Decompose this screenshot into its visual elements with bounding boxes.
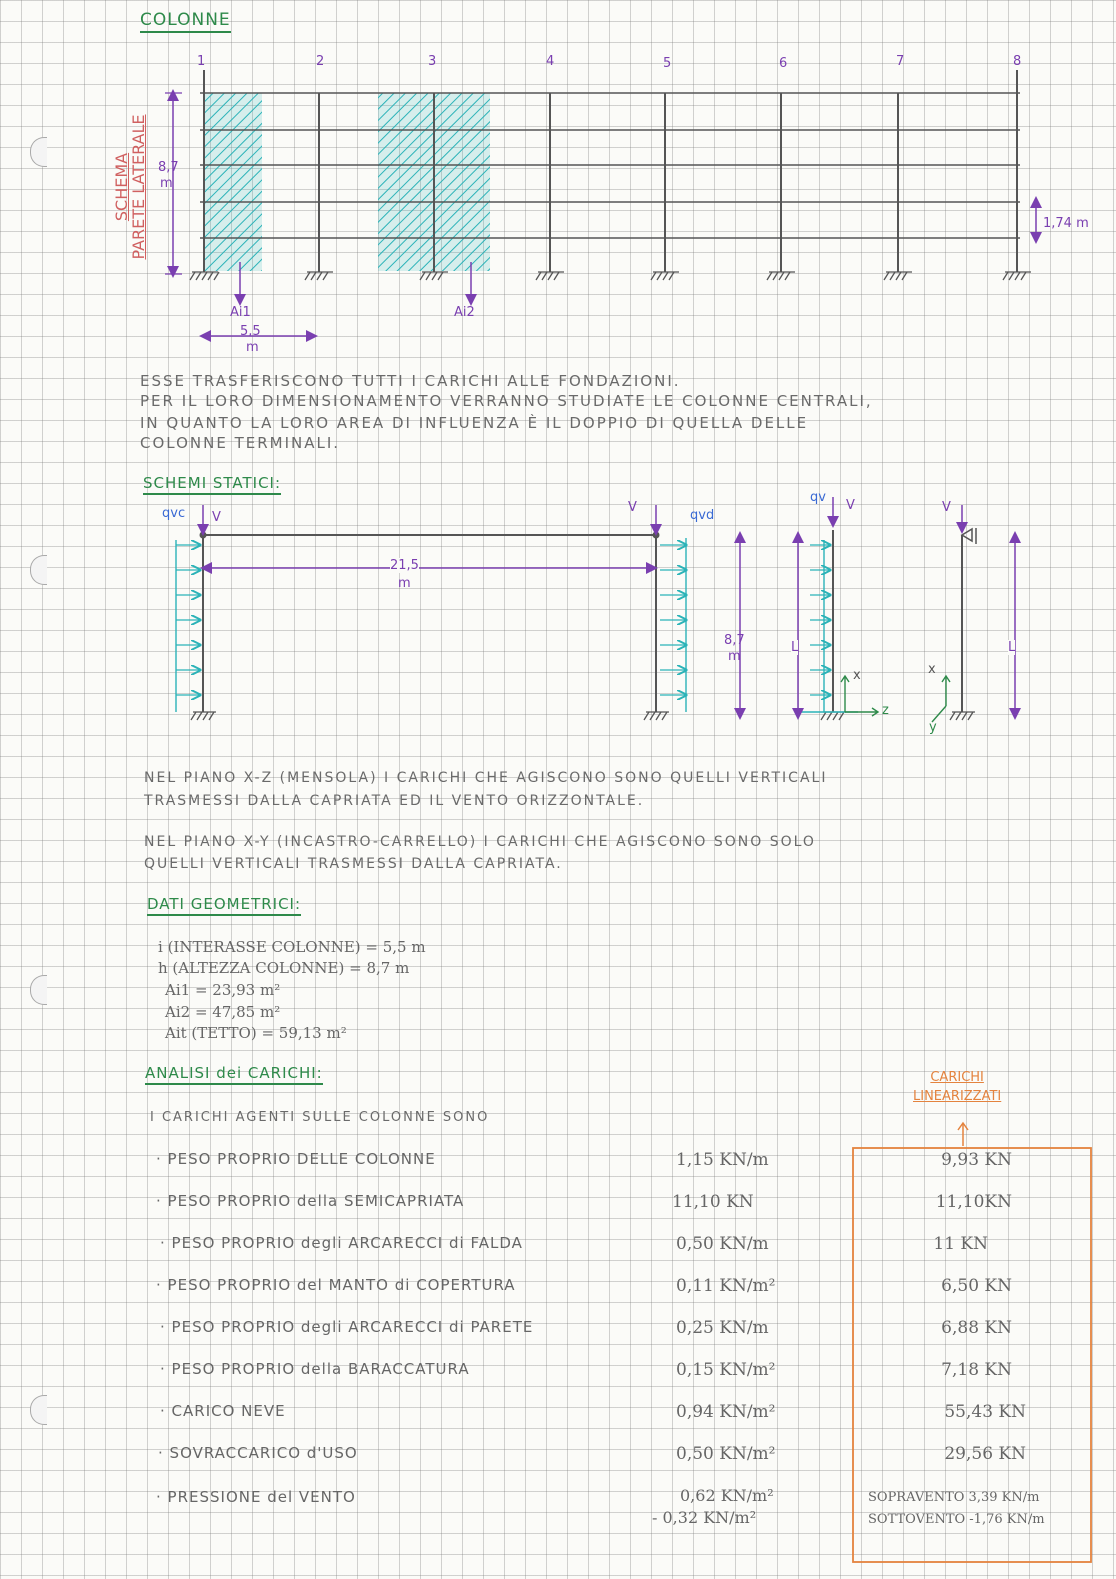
- column-number: 8: [1013, 54, 1022, 69]
- height-value: 8,7: [158, 160, 179, 175]
- load-name: · PESO PROPRIO degli ARCARECCI di FALDA: [160, 1234, 523, 1252]
- linearized-value: 6,50 KN: [941, 1276, 1012, 1296]
- vertical-load-label: V: [846, 498, 855, 513]
- loads-intro: I CARICHI AGENTI SULLE COLONNE SONO: [150, 1110, 490, 1125]
- linearized-value: 55,43 KN: [944, 1402, 1026, 1422]
- load-name: · PESO PROPRIO DELLE COLONNE: [156, 1150, 436, 1168]
- load-value: 0,94 KN/m²: [676, 1402, 776, 1422]
- column-number: 3: [428, 54, 437, 69]
- wind-load-label: qv: [810, 490, 826, 505]
- length-label: L: [791, 640, 799, 655]
- column-number: 1: [197, 54, 206, 69]
- linearized-value: 29,56 KN: [944, 1444, 1026, 1464]
- geometry-title: DATI GEOMETRICI:: [147, 895, 301, 916]
- ai2-label: Ai2: [454, 305, 475, 320]
- span-unit: m: [398, 576, 411, 591]
- schema-label: SCHEMA PARETE LATERALE: [112, 114, 148, 260]
- linearized-title: CARICHI LINEARIZZATI: [913, 1070, 1002, 1104]
- load-value: 0,50 KN/m: [676, 1234, 769, 1254]
- windward-value: SOPRAVENTO 3,39 KN/m: [868, 1490, 1040, 1505]
- wind-name: · PRESSIONE del VENTO: [156, 1488, 356, 1506]
- geometry-row: Ai1 = 23,93 m²: [165, 981, 281, 999]
- linearized-value: 9,93 KN: [941, 1150, 1012, 1170]
- column-number: 2: [316, 54, 325, 69]
- load-value: 0,50 KN/m²: [676, 1444, 776, 1464]
- intro-line: IN QUANTO LA LORO AREA DI INFLUENZA È IL DOPPIO DI QUELLA DELLE: [140, 414, 809, 432]
- linearized-value: 11 KN: [933, 1234, 988, 1254]
- length-label: L: [1008, 640, 1016, 655]
- wind-load-label: qvd: [690, 508, 715, 523]
- height-unit: m: [728, 649, 741, 664]
- column-number: 7: [896, 54, 905, 69]
- load-name: · PESO PROPRIO del MANTO di COPERTURA: [156, 1276, 516, 1294]
- axis-z-label: z: [882, 703, 889, 718]
- load-value: 0,15 KN/m²: [676, 1360, 776, 1380]
- plane-xy-line: QUELLI VERTICALI TRASMESSI DALLA CAPRIATA.: [144, 856, 563, 872]
- height-unit: m: [160, 176, 173, 191]
- intro-line: PER IL LORO DIMENSIONAMENTO VERRANNO STUDIATE LE COLONNE CENTRALI,: [140, 392, 873, 410]
- load-name: · PESO PROPRIO degli ARCARECCI di PARETE: [160, 1318, 534, 1336]
- load-name: · SOVRACCARICO d'USO: [158, 1444, 358, 1462]
- geometry-row: Ait (TETTO) = 59,13 m²: [165, 1024, 347, 1042]
- plane-xz-line: TRASMESSI DALLA CAPRIATA ED IL VENTO ORIZZONTALE.: [144, 793, 645, 809]
- load-value: 0,25 KN/m: [676, 1318, 769, 1338]
- wind-load-label: qvc: [162, 506, 186, 521]
- linearized-value: 11,10KN: [935, 1192, 1012, 1212]
- analysis-title: ANALISI dei CARICHI:: [145, 1064, 323, 1085]
- linearized-value: 6,88 KN: [941, 1318, 1012, 1338]
- vertical-load-label: V: [212, 510, 221, 525]
- plane-xz-line: NEL PIANO X-Z (MENSOLA) I CARICHI CHE AGISCONO SONO QUELLI VERTICALI: [144, 770, 828, 786]
- page-title: COLONNE: [140, 10, 231, 33]
- side-dimension: 1,74 m: [1043, 216, 1089, 231]
- leeward-value: SOTTOVENTO -1,76 KN/m: [868, 1512, 1045, 1527]
- geometry-row: Ai2 = 47,85 m²: [165, 1003, 281, 1021]
- vertical-load-label: V: [628, 500, 637, 515]
- statics-title: SCHEMI STATICI:: [143, 474, 281, 495]
- load-name: · PESO PROPRIO della SEMICAPRIATA: [156, 1192, 465, 1210]
- wind-value-pressure: 0,62 KN/m²: [680, 1486, 774, 1505]
- load-value: 1,15 KN/m: [676, 1150, 769, 1170]
- geometry-row: h (ALTEZZA COLONNE) = 8,7 m: [158, 959, 410, 977]
- axis-y-label: y: [929, 720, 937, 735]
- load-name: · PESO PROPRIO della BARACCATURA: [160, 1360, 470, 1378]
- column-number: 4: [546, 54, 555, 69]
- wind-value-suction: - 0,32 KN/m²: [652, 1508, 757, 1527]
- geometry-row: i (INTERASSE COLONNE) = 5,5 m: [158, 938, 426, 956]
- linearized-value: 7,18 KN: [941, 1360, 1012, 1380]
- span-value: 5,5: [240, 324, 261, 339]
- axis-x-label: x: [928, 662, 936, 677]
- column-number: 6: [779, 56, 788, 71]
- load-value: 11,10 KN: [672, 1192, 754, 1212]
- vertical-load-label: V: [942, 500, 951, 515]
- height-value: 8,7: [724, 633, 745, 648]
- ai1-label: Ai1: [230, 305, 251, 320]
- intro-line: COLONNE TERMINALI.: [140, 434, 341, 452]
- span-unit: m: [246, 340, 259, 355]
- column-number: 5: [663, 56, 672, 71]
- plane-xy-line: NEL PIANO X-Y (INCASTRO-CARRELLO) I CARICHI CHE AGISCONO SONO SOLO: [144, 834, 816, 850]
- load-name: · CARICO NEVE: [160, 1402, 286, 1420]
- load-value: 0,11 KN/m²: [676, 1276, 776, 1296]
- span-value: 21,5: [390, 558, 419, 573]
- intro-line: ESSE TRASFERISCONO TUTTI I CARICHI ALLE FONDAZIONI.: [140, 372, 681, 390]
- axis-x-label: x: [853, 668, 861, 683]
